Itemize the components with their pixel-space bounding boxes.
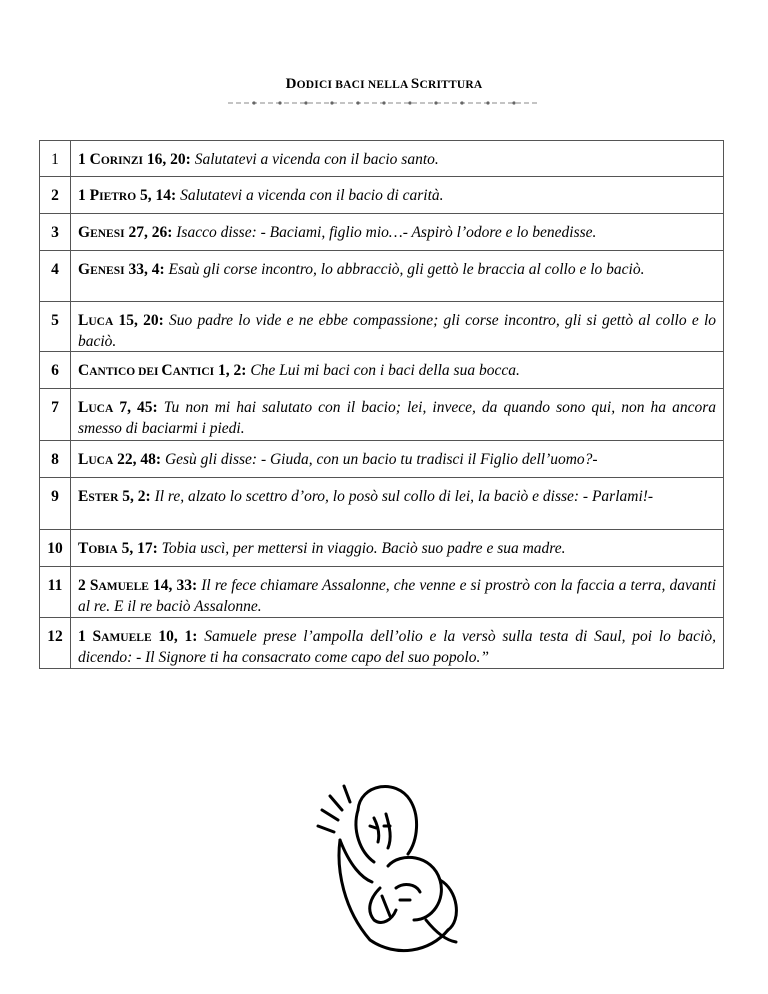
verse-text [71,441,724,478]
verse-row [40,214,724,251]
verse-quote: Tu non mi hai salutato con il bacio; lei, invece, da quando sono qui, non ha ancora smesso di baciarmi i piedi. [78,399,716,437]
verse-quote: Samuele prese l’ampolla dell’olio e la versò sulla testa di Saul, poi lo baciò, dicendo: - Il Signore ti ha consacrato come capo del suo popolo.” [78,628,716,666]
verse-text [71,352,724,389]
verse-text [71,618,724,669]
verse-row [40,389,724,441]
verse-row [40,251,724,302]
verse-reference: 1 SAMUELE 10, 1: [78,628,198,645]
verse-text [71,567,724,618]
verse-text [71,214,724,251]
verse-text [71,251,724,302]
verse-number: 5 [40,302,71,352]
verse-row [40,618,724,669]
verse-number: 3 [40,214,71,251]
verse-quote: Tobia uscì, per mettersi in viaggio. Baciò suo padre e sua madre. [161,540,566,557]
verse-text [71,389,724,441]
verse-reference: GENESI 27, 26: [78,224,173,241]
verse-number: 8 [40,441,71,478]
verse-text [71,302,724,352]
verse-row [40,478,724,530]
verse-row [40,530,724,567]
verse-number: 12 [40,618,71,669]
page-title: DODICI BACI NELLA SCRITTURA [285,76,483,92]
verse-number: 6 [40,352,71,389]
verse-quote: Il re fece chiamare Assalonne, che venne e si prostrò con la faccia a terra, davanti al re. E il re baciò Assalonne. [78,577,716,615]
verse-text [71,141,724,177]
verse-quote: Salutatevi a vicenda con il bacio santo. [194,151,439,168]
verse-number: 1 [40,141,71,177]
verse-text [71,530,724,567]
verse-quote: Esaù gli corse incontro, lo abbracciò, gli gettò le braccia al collo e lo baciò. [168,261,645,278]
verse-reference: LUCA 15, 20: [78,312,164,329]
verse-quote: Il re, alzato lo scettro d’oro, lo posò sul collo di lei, la baciò e disse: - Parlami!- [154,488,654,505]
verse-quote: Salutatevi a vicenda con il bacio di carità. [180,187,444,204]
verse-row [40,567,724,618]
verse-row [40,352,724,389]
verse-row [40,141,724,177]
verse-reference: TOBIA 5, 17: [78,540,158,557]
verse-text [71,177,724,214]
verse-reference: GENESI 33, 4: [78,261,165,278]
verse-number: 2 [40,177,71,214]
verse-quote: Isacco disse: - Baciami, figlio mio…- Aspirò l’odore e lo benedisse. [176,224,597,241]
verse-reference: CANTICO DEI CANTICI 1, 2: [78,362,247,379]
verse-row [40,177,724,214]
verse-text [71,478,724,530]
verse-reference: 2 SAMUELE 14, 33: [78,577,198,594]
verse-quote: Gesù gli disse: - Giuda, con un bacio tu tradisci il Figlio dell’uomo?- [164,451,598,468]
verse-number: 4 [40,251,71,302]
verse-reference: 1 CORINZI 16, 20: [78,151,191,168]
verse-reference: LUCA 22, 48: [78,451,162,468]
verse-number: 10 [40,530,71,567]
verse-number: 11 [40,567,71,618]
verse-reference: ESTER 5, 2: [78,488,151,505]
verse-row [40,441,724,478]
verse-quote: Suo padre lo vide e ne ebbe compassione; gli corse incontro, gli si gettò al collo e lo baciò. [78,312,717,350]
ornamental-divider [228,98,540,108]
embrace-illustration-icon [300,770,470,960]
verse-quote: Che Lui mi baci con i baci della sua bocca. [250,362,520,379]
verse-reference: LUCA 7, 45: [78,399,158,416]
verse-row [40,302,724,352]
verse-number: 9 [40,478,71,530]
verse-number: 7 [40,389,71,441]
verse-reference: 1 PIETRO 5, 14: [78,187,177,204]
verses-table [39,140,724,669]
